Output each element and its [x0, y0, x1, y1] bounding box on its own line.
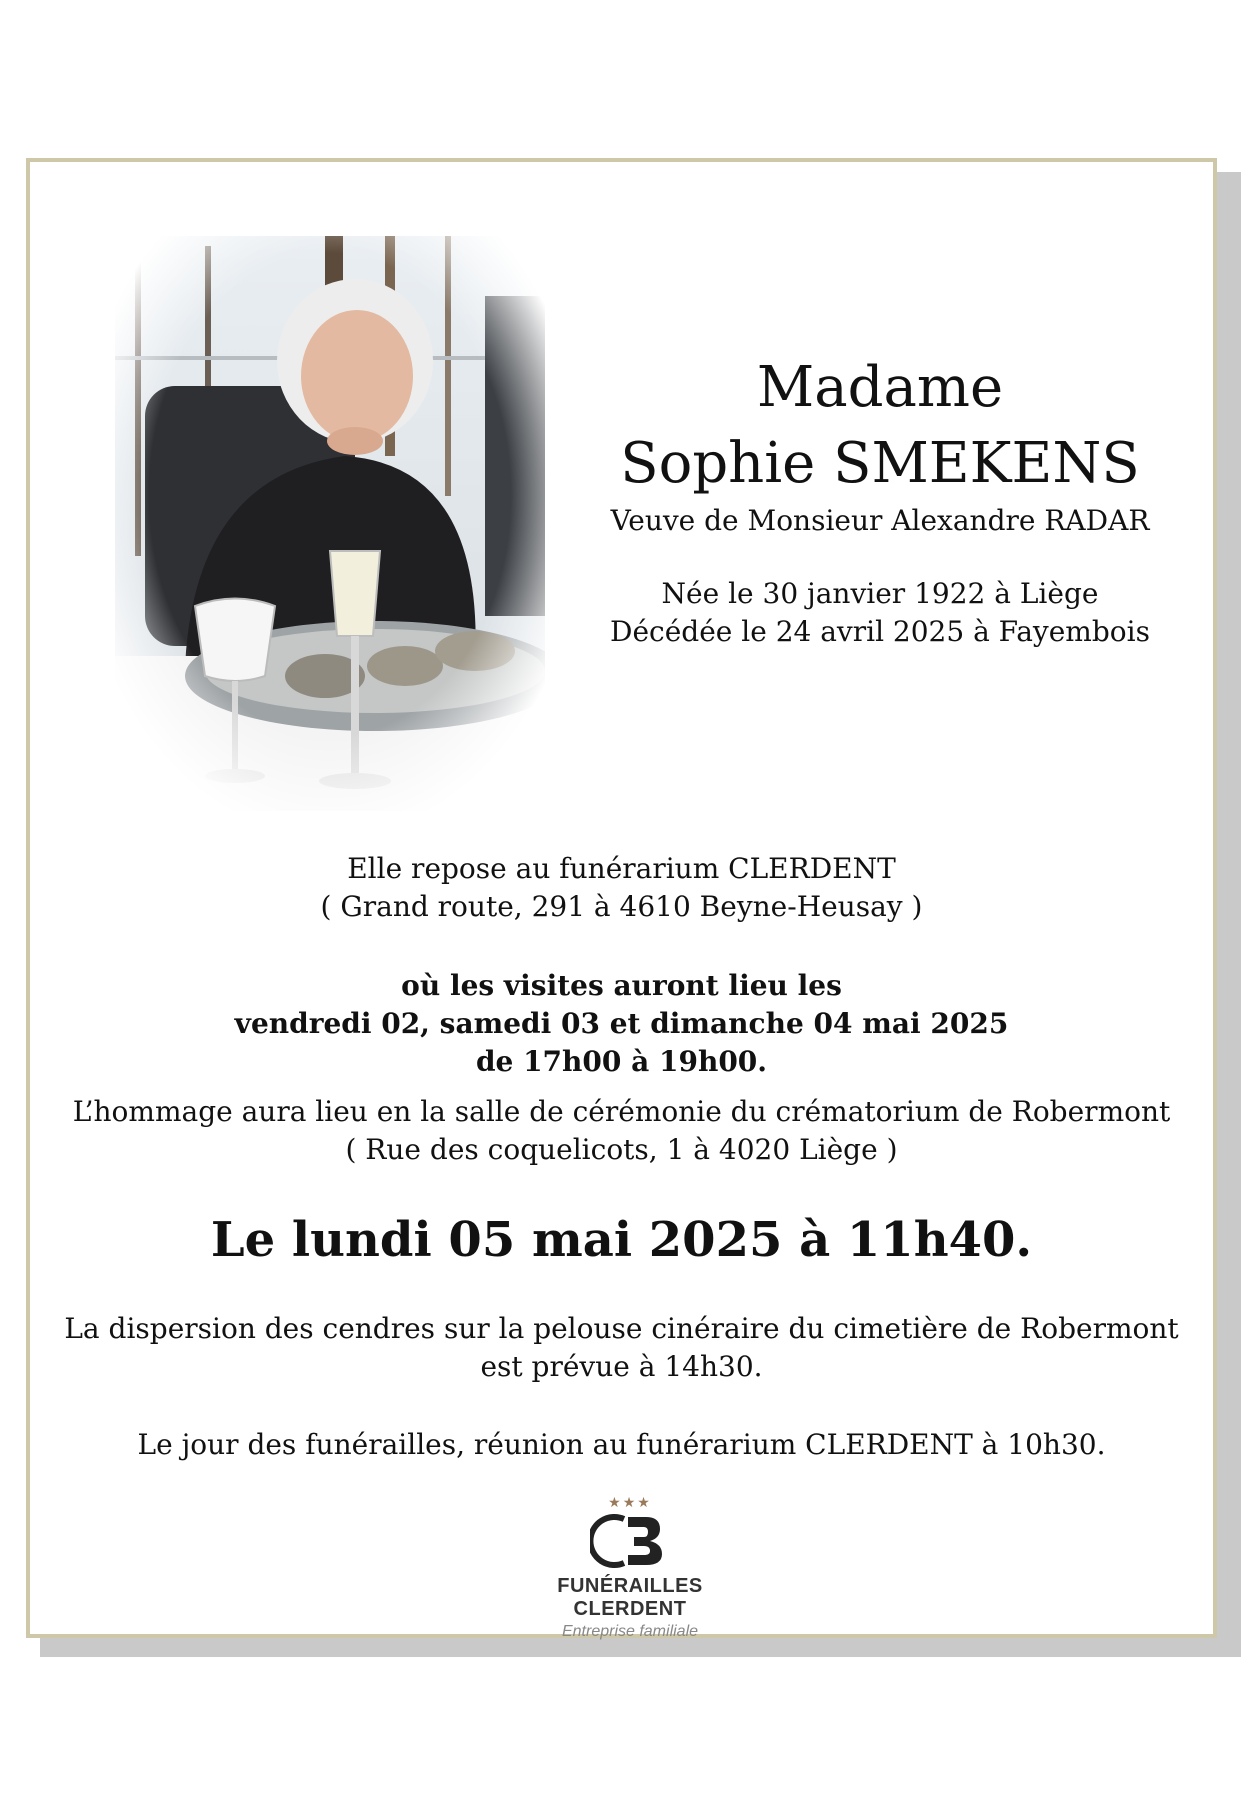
death-line: Décédée le 24 avril 2025 à Fayembois — [610, 615, 1150, 648]
tribute-line: L’hommage aura lieu en la salle de cérémonie du crématorium de Robermont — [72, 1095, 1171, 1128]
logo-stars: ★★★ — [608, 1495, 652, 1511]
identity-block — [600, 350, 1160, 651]
portrait-photo — [115, 236, 545, 811]
logo-brand: FUNÉRAILLES CLERDENT — [557, 1575, 703, 1620]
widow-line: Veuve de Monsieur Alexandre RADAR — [610, 504, 1150, 537]
dates-block — [600, 575, 1160, 651]
ceremony-date: Le lundi 05 mai 2025 à 11h40. — [210, 1212, 1033, 1268]
logo-tagline: Entreprise familiale — [561, 1623, 699, 1640]
visits-line1: où les visites auront lieu les — [401, 969, 842, 1002]
rest-address: ( Grand route, 291 à 4610 Beyne-Heusay ) — [320, 890, 923, 923]
visits-hours: de 17h00 à 19h00. — [475, 1045, 768, 1078]
logo-mark-icon — [590, 1511, 670, 1571]
meeting-line: Le jour des funérailles, réunion au funérarium CLERDENT à 10h30. — [137, 1428, 1106, 1461]
visits-block — [26, 967, 1217, 1081]
deceased-name: Sophie SMEKENS — [620, 431, 1140, 496]
rest-block — [26, 850, 1217, 926]
rest-line: Elle repose au funérarium CLERDENT — [347, 852, 896, 885]
birth-line: Née le 30 janvier 1922 à Liège — [661, 577, 1099, 610]
dispersion-line: La dispersion des cendres sur la pelouse cinéraire du cimetière de Robermont — [64, 1312, 1179, 1345]
tribute-block — [26, 1093, 1217, 1169]
tribute-address: ( Rue des coquelicots, 1 à 4020 Liège ) — [345, 1133, 898, 1166]
visits-days: vendredi 02, samedi 03 et dimanche 04 mai 2025 — [234, 1007, 1009, 1040]
dispersion-time: est prévue à 14h30. — [480, 1350, 763, 1383]
title-madame: Madame — [756, 355, 1004, 420]
company-logo — [500, 1495, 760, 1641]
dispersion-block — [26, 1310, 1217, 1386]
